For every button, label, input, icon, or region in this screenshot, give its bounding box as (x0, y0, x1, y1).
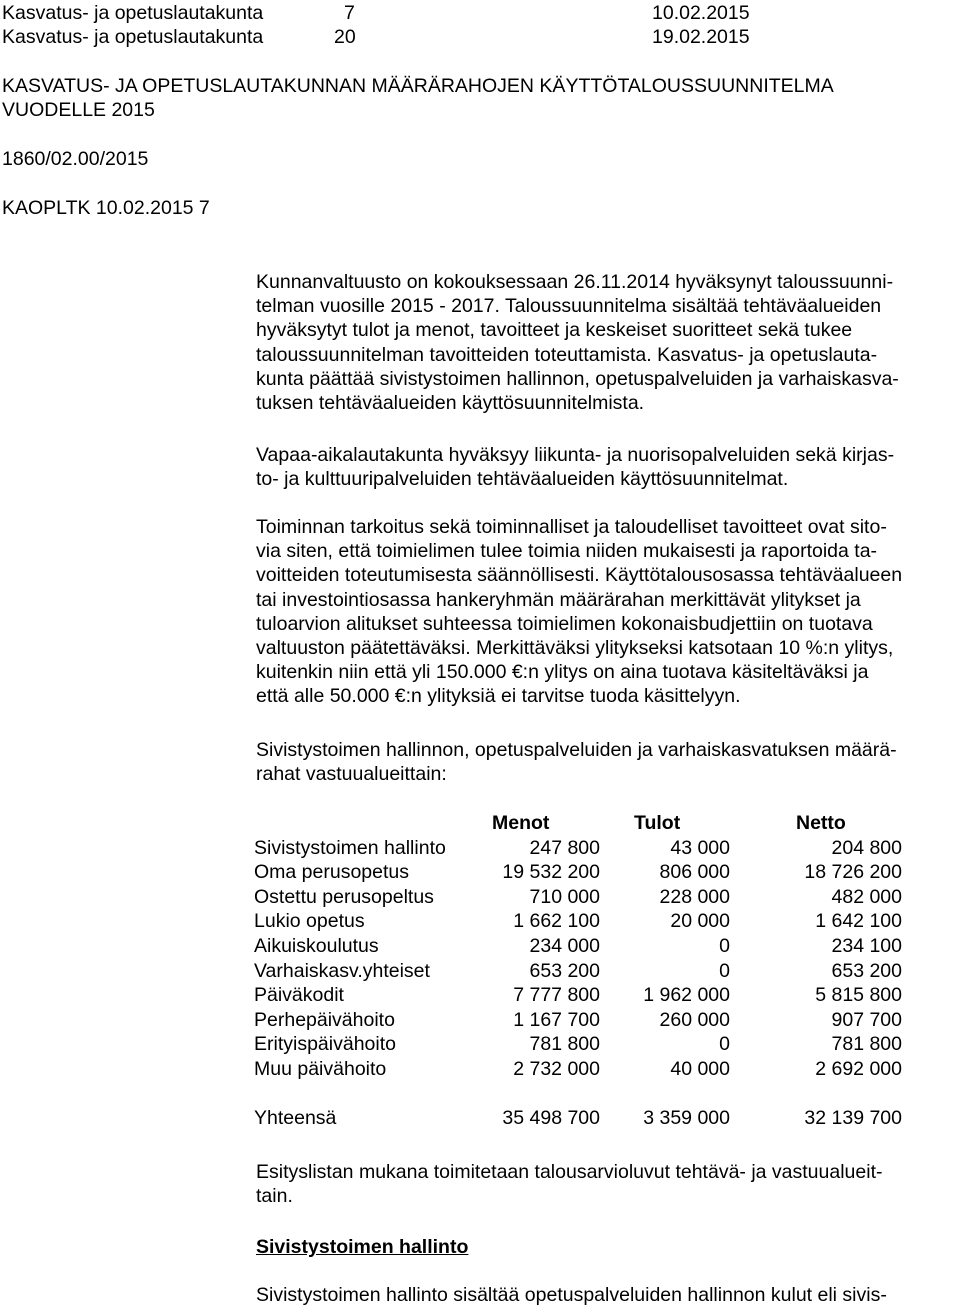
text-line: Kunnanvaltuusto on kokouksessaan 26.11.2014 hyväksynyt taloussuunni- (256, 271, 894, 293)
table-cell-value: 7 777 800 (513, 984, 600, 1007)
table-cell-value: 710 000 (529, 885, 600, 908)
table-cell-value: 234 000 (529, 934, 600, 957)
table-cell-value: 20 000 (670, 910, 730, 933)
table-cell-label: Sivistystoimen hallinto (254, 836, 446, 859)
diary-number: 1860/02.00/2015 (2, 148, 149, 170)
text-line: to- ja kulttuuripalveluiden tehtäväalueiden käyttösuunnitelmat. (256, 468, 789, 491)
table-cell-value: 40 000 (670, 1057, 730, 1080)
table-row (254, 934, 902, 959)
text-line: tuloarvion alitukset suhteessa toimielimen kokonaisbudjettiin on tuotava (256, 612, 873, 635)
table-cell-value: 247 800 (529, 836, 600, 859)
text-line: telman vuosille 2015 - 2017. Taloussuunnitelma sisältää tehtäväalueiden (256, 295, 882, 318)
table-cell-label: Aikuiskoulutus (254, 934, 379, 957)
text-line: että alle 50.000 €:n ylityksiä ei tarvitse tuoda käsittelyyn. (256, 685, 741, 708)
text-line: kuitenkin niin että yli 150.000 €:n ylitys on aina tuotava käsiteltäväksi ja (256, 661, 869, 684)
total-value: 32 139 700 (804, 1107, 902, 1130)
table-row (254, 959, 902, 984)
table-row (254, 1032, 902, 1057)
text-line: kunta päättää sivistystoimen hallinnon, opetuspalveluiden ja varhaiskasva- (256, 367, 899, 390)
table-row (254, 1008, 902, 1033)
table-row (254, 836, 902, 861)
total-label: Yhteensä (254, 1107, 337, 1130)
section-heading: Sivistystoimen hallinto (256, 1236, 469, 1258)
table-cell-value: 482 000 (831, 885, 902, 908)
text-line: tain. (256, 1185, 293, 1208)
table-row (254, 885, 902, 910)
table-cell-value: 1 962 000 (643, 984, 730, 1007)
table-header-cell: Netto (796, 812, 846, 834)
paragraph-objectives (256, 515, 956, 709)
appropriations-table (254, 811, 902, 1131)
text-line: tai investointiosassa hankeryhmän määrärahan merkittävät ylitykset ja (256, 588, 861, 611)
table-cell-value: 653 200 (529, 959, 600, 982)
table-row (254, 983, 902, 1008)
paragraph-admin-description (256, 1283, 956, 1307)
text-line: valtuuston päätettäväksi. Merkittäväksi ylitykseksi katsotaan 10 %:n ylitys, (256, 637, 894, 660)
text-line: Sivistystoimen hallinto sisältää opetuspalveluiden hallinnon kulut eli sivis- (256, 1284, 887, 1306)
header-org: Kasvatus- ja opetuslautakunta (2, 26, 264, 48)
table-header-cell: Menot (492, 812, 550, 834)
table-cell-label: Ostettu perusopeltus (254, 885, 434, 908)
table-cell-value: 0 (719, 1033, 730, 1056)
table-cell-value: 2 732 000 (513, 1057, 600, 1080)
table-cell-value: 653 200 (831, 959, 902, 982)
table-row (254, 1057, 902, 1082)
table-cell-value: 1 642 100 (815, 910, 902, 933)
table-cell-label: Erityispäivähoito (254, 1033, 396, 1056)
table-cell-label: Päiväkodit (254, 984, 344, 1007)
text-line: tuksen tehtäväalueiden käyttösuunnitelmista. (256, 392, 645, 415)
table-cell-value: 1 662 100 (513, 910, 600, 933)
header-date: 19.02.2015 (652, 26, 750, 48)
table-cell-value: 806 000 (659, 861, 730, 884)
header-number: 20 (334, 26, 356, 48)
total-value: 3 359 000 (643, 1107, 730, 1130)
table-cell-value: 781 800 (831, 1033, 902, 1056)
text-line: Vapaa-aikalautakunta hyväksyy liikunta- ja nuorisopalveluiden sekä kirjas- (256, 444, 895, 466)
text-line: hyväksytyt tulot ja menot, tavoitteet ja keskeiset suoritteet sekä tukee (256, 319, 853, 342)
header-org: Kasvatus- ja opetuslautakunta (2, 2, 264, 24)
text-line: taloussuunnitelman tavoitteiden toteuttamista. Kasvatus- ja opetuslauta- (256, 343, 878, 366)
text-line: via siten, että toimielimen tulee toimia niiden mukaisesti ja raportoida ta- (256, 540, 878, 563)
table-cell-value: 2 692 000 (815, 1057, 902, 1080)
header-row-2 (0, 26, 960, 50)
table-cell-value: 234 100 (831, 934, 902, 957)
text-line: Sivistystoimen hallinnon, opetuspalveluiden ja varhaiskasvatuksen määrä- (256, 739, 897, 761)
table-cell-value: 1 167 700 (513, 1008, 600, 1031)
header-row-1 (0, 2, 960, 26)
meeting-reference: KAOPLTK 10.02.2015 7 (2, 197, 210, 219)
table-cell-value: 18 726 200 (804, 861, 902, 884)
header-number: 7 (344, 2, 355, 24)
table-cell-value: 228 000 (659, 885, 730, 908)
table-cell-label: Varhaiskasv.yhteiset (254, 959, 430, 982)
document-title-line-2: VUODELLE 2015 (2, 99, 155, 121)
table-header-cell (254, 811, 486, 836)
table-cell-value: 0 (719, 959, 730, 982)
paragraph-leisure-board (256, 443, 956, 491)
paragraph-appropriations-intro (256, 738, 956, 786)
table-row (254, 860, 902, 885)
table-cell-value: 781 800 (529, 1033, 600, 1056)
paragraph-budget-approval (256, 270, 956, 415)
text-line: rahat vastuualueittain: (256, 763, 447, 786)
text-line: voitteiden toteutumisesta säännöllisesti. Käyttötalousosassa tehtäväalueen (256, 564, 903, 587)
table-cell-value: 260 000 (659, 1008, 730, 1031)
total-value: 35 498 700 (502, 1107, 600, 1130)
table-cell-value: 43 000 (670, 836, 730, 859)
paragraph-attachments (256, 1160, 956, 1208)
table-cell-label: Lukio opetus (254, 910, 365, 933)
text-line: Esityslistan mukana toimitetaan talousarvioluvut tehtävä- ja vastuualueit- (256, 1161, 883, 1183)
table-cell-value: 5 815 800 (815, 984, 902, 1007)
table-header-cell: Tulot (634, 812, 681, 834)
table-cell-value: 204 800 (831, 836, 902, 859)
table-cell-value: 19 532 200 (502, 861, 600, 884)
table-total-row (254, 1106, 902, 1131)
header-date: 10.02.2015 (652, 2, 750, 24)
table-cell-value: 907 700 (831, 1008, 902, 1031)
table-cell-label: Perhepäivähoito (254, 1008, 395, 1031)
table-header-row (254, 811, 902, 836)
table-cell-value: 0 (719, 934, 730, 957)
text-line: Toiminnan tarkoitus sekä toiminnalliset ja taloudelliset tavoitteet ovat sito- (256, 516, 887, 538)
table-cell-label: Muu päivähoito (254, 1057, 387, 1080)
table-cell-label: Oma perusopetus (254, 861, 410, 884)
table-spacer-row (254, 1082, 902, 1107)
document-title-line-1: KASVATUS- JA OPETUSLAUTAKUNNAN MÄÄRÄRAHOJEN KÄYTTÖTALOUSSUUNNITELMA (2, 75, 834, 97)
table-row (254, 909, 902, 934)
